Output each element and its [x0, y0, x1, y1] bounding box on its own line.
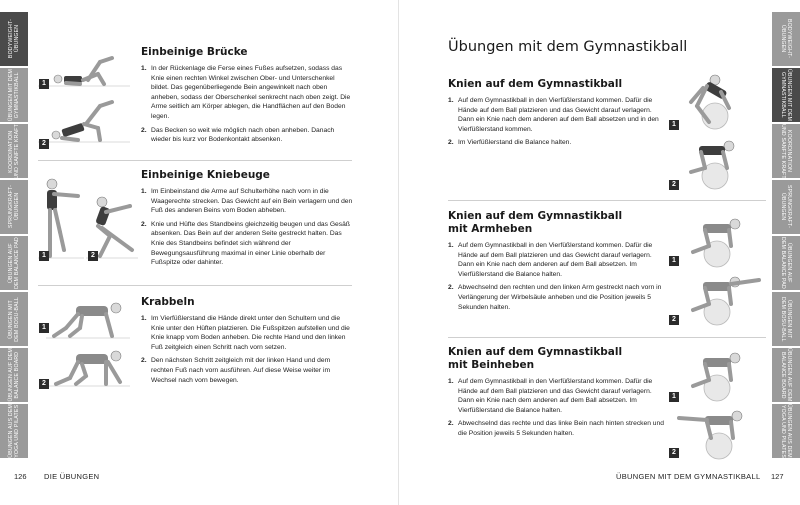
step-number: 2.	[448, 420, 454, 428]
step-item	[448, 96, 668, 134]
running-footer: DIE ÜBUNGEN	[44, 472, 100, 481]
ball-kneel-figure-1	[681, 72, 751, 130]
step-text: Auf dem Gymnastikball in den Vierfüßlerstand kommen. Dafür die Hände auf dem Ball platzieren und das Gewicht darauf verlagern. Dann ein Knie nach dem anderen auf dem Ball absetzen. Im Vierfüßlerstand die Balance halten.	[458, 378, 653, 414]
step-item	[448, 419, 668, 438]
ball-leg-figure-1	[681, 346, 755, 402]
step-text: Im Vierfüßlerstand die Hände direkt unter den Schultern und die Knie unter den Hüften platzieren. Die Fußspitzen aufstellen und die Knie knapp vom Boden anheben. Die rechte Hand und den linken Fuß zeitgleich einen Schritt nach vorn setzen.	[151, 315, 350, 351]
tab-label: ÜBUNGEN MIT DEM BOSU-BALL	[8, 296, 20, 342]
step-number: 1.	[141, 65, 147, 72]
step-number: 1.	[141, 188, 147, 195]
step-list	[448, 241, 668, 312]
step-number: 2.	[448, 139, 454, 147]
exercise-crawling	[141, 296, 353, 389]
tab-label: ÜBUNGEN AUF DEM BALANCE BOARD	[780, 348, 792, 402]
step-text: In der Rückenlage die Ferse eines Fußes aufsetzen, sodass das Knie einen rechten Winkel zwischen Ober- und Unterschenkel bildet. Das gegenüberliegende Bein angewinkelt nach oben anheben, sodass der Oberschenkel senkrecht nach oben zeigt. Die Arme seitlich am Körper ablegen, die Handflächen auf den Boden legen.	[151, 65, 351, 120]
tab-label: KOORDINATION UND SANFTE KRAFT	[780, 124, 792, 178]
page-number: 126	[14, 472, 27, 481]
tab-label: ÜBUNGEN AUS DEM YOGA UND PILATES	[8, 404, 20, 458]
tab-sprungkraft[interactable]	[772, 180, 800, 234]
tab-label: ÜBUNGEN AUF DEM BALANCE BOARD	[8, 348, 20, 402]
page-number: 127	[771, 472, 784, 481]
tab-label: SPRUNGKRAFT- ÜBUNGEN	[780, 185, 792, 229]
tab-balance-pad[interactable]	[772, 236, 800, 290]
running-footer: ÜBUNGEN MIT DEM GYMNASTIKBALL	[616, 472, 761, 481]
tab-label: ÜBUNGEN AUF DEM BALANCE PAD	[780, 237, 792, 289]
figure-badge: 2	[39, 379, 49, 389]
crawl-figure-2	[46, 346, 130, 390]
exercise-title: Einbeinige Kniebeuge	[141, 169, 270, 181]
right-page	[401, 0, 800, 505]
chapter-tabs-left	[0, 12, 28, 460]
figure-badge: 2	[39, 139, 49, 149]
step-text: Auf dem Gymnastikball in den Vierfüßlerstand kommen. Dafür die Hände auf dem Ball platzieren und das Gewicht darauf verlagern. Dann ein Knie nach dem anderen auf dem Ball absetzen und in den Vierfüßlerstand kommen.	[458, 97, 659, 133]
exercise-single-leg-squat	[141, 169, 353, 272]
figure-badge: 1	[669, 256, 679, 266]
ball-leg-figure-2	[675, 404, 765, 460]
tab-label: KOORDINATION UND SANFTE KRAFT	[8, 124, 20, 178]
exercise-single-leg-bridge	[141, 46, 353, 149]
step-number: 1.	[141, 315, 147, 322]
exercise-title: Einbeinige Brücke	[141, 46, 248, 58]
step-text: Knie und Hüfte des Standbeins gleichzeitig beugen und das Gesäß absenken. Das Bein auf der anderen Seite gestreckt halten. Das Knie des Standbeins befindet sich während der Bewegungsausführung maximal in einer Linie oberhalb der Fußspitze oder dahinter.	[151, 220, 350, 267]
exercise-title: Knien auf dem Gymnastikball mit Armheben	[448, 210, 623, 235]
tab-yoga-pilates[interactable]	[0, 404, 28, 458]
step-list	[141, 64, 353, 145]
exercise-kneeling-on-ball	[448, 78, 668, 152]
tab-gymnastikball[interactable]	[772, 68, 800, 122]
figure-badge: 1	[669, 392, 679, 402]
tab-bosu-ball[interactable]	[0, 292, 28, 346]
figure-badge: 2	[88, 251, 98, 261]
tab-label: ÜBUNGEN AUF DEM BALANCE PAD	[8, 237, 20, 289]
tab-balance-board[interactable]	[772, 348, 800, 402]
exercise-kneeling-arm-raise	[448, 210, 668, 316]
step-item	[448, 377, 668, 415]
bridge-figure-1	[38, 52, 130, 90]
bridge-figure-2	[38, 98, 130, 146]
tab-label: BODYWEIGHT- ÜBUNGEN	[780, 19, 792, 59]
tab-bosu-ball[interactable]	[772, 292, 800, 346]
squat-figure-1	[38, 176, 84, 262]
figure-badge: 1	[669, 120, 679, 130]
tab-gymnastikball[interactable]	[0, 68, 28, 122]
step-number: 2.	[141, 126, 147, 134]
tab-balance-pad[interactable]	[0, 236, 28, 290]
tab-label: ÜBUNGEN MIT DEM GYMNASTIKBALL	[8, 68, 20, 122]
left-page	[0, 0, 399, 505]
figure-badge: 1	[39, 251, 49, 261]
chapter-title: Übungen mit dem Gymnastikball	[448, 39, 688, 55]
step-item	[141, 64, 353, 122]
tab-label: ÜBUNGEN MIT DEM GYMNASTIKBALL	[780, 68, 792, 122]
step-item	[141, 356, 353, 385]
step-number: 1.	[448, 242, 454, 249]
figure-badge: 2	[669, 315, 679, 325]
tab-sprungkraft[interactable]	[0, 180, 28, 234]
ball-arm-figure-1	[681, 212, 755, 268]
tab-koordination[interactable]	[0, 124, 28, 178]
figure-badge: 1	[39, 79, 49, 89]
chapter-tabs-right	[772, 12, 800, 460]
step-number: 2.	[448, 284, 454, 292]
step-text: Im Vierfüßlerstand die Balance halten.	[458, 139, 572, 147]
step-text: Im Einbeinstand die Arme auf Schulterhöhe nach vorn in die Waagerechte strecken. Das Gewicht auf ein Bein verlagern und den Fuß des anderen Beins vom Boden abheben.	[151, 188, 353, 215]
exercise-title: Knien auf dem Gymnastikball	[448, 78, 623, 90]
tab-koordination[interactable]	[772, 124, 800, 178]
exercise-title: Knien auf dem Gymnastikball mit Beinheben	[448, 346, 623, 371]
step-number: 1.	[448, 97, 454, 104]
exercise-title: Krabbeln	[141, 296, 195, 308]
step-item	[448, 241, 668, 279]
step-list	[448, 377, 668, 439]
step-item	[448, 283, 668, 312]
tab-bodyweight[interactable]	[0, 12, 28, 66]
tab-label: ÜBUNGEN AUS DEM YOGA UND PILATES	[780, 404, 792, 458]
step-number: 2.	[141, 220, 147, 228]
section-divider	[38, 285, 352, 286]
step-text: Abwechselnd den rechten und den linken Arm gestreckt nach vorn in Verlängerung der Wirbelsäule anheben und die Position jeweils 5 Sekunden halten.	[458, 284, 662, 311]
tab-label: SPRUNGKRAFT- ÜBUNGEN	[8, 185, 20, 229]
step-item	[141, 187, 353, 216]
tab-bodyweight[interactable]	[772, 12, 800, 66]
tab-label: ÜBUNGEN MIT DEM BOSU-BALL	[780, 296, 792, 342]
exercise-kneeling-leg-raise	[448, 346, 668, 443]
step-number: 2.	[141, 357, 147, 365]
step-list	[448, 96, 668, 148]
section-divider	[38, 160, 352, 161]
step-item	[141, 314, 353, 352]
section-divider	[448, 200, 766, 201]
figure-badge: 2	[669, 448, 679, 458]
crawl-figure-1	[46, 298, 130, 342]
step-text: Das Becken so weit wie möglich nach oben anheben. Danach wieder bis kurz vor Bodenkontakt absenken.	[151, 126, 335, 144]
step-list	[141, 314, 353, 385]
ball-arm-figure-2	[681, 270, 765, 326]
ball-kneel-figure-2	[681, 132, 751, 190]
step-text: Abwechselnd das rechte und das linke Bein nach hinten strecken und die Position jeweils 5 Sekunden halten.	[458, 420, 664, 437]
step-number: 1.	[448, 378, 454, 385]
tab-yoga-pilates[interactable]	[772, 404, 800, 458]
step-item	[141, 220, 353, 268]
step-item	[141, 126, 353, 145]
step-item	[448, 138, 668, 148]
section-divider	[448, 337, 766, 338]
figure-badge: 2	[669, 180, 679, 190]
tab-label: BODYWEIGHT- ÜBUNGEN	[8, 19, 20, 59]
step-list	[141, 187, 353, 268]
step-text: Auf dem Gymnastikball in den Vierfüßlerstand kommen. Dafür die Hände auf dem Ball platzieren und das Gewicht darauf verlagern. Dann ein Knie nach dem anderen auf dem Ball absetzen. Im Vierfüßlerstand die Balance halten.	[458, 242, 653, 278]
step-text: Den nächsten Schritt zeitgleich mit der linken Hand und dem rechten Fuß nach vorn ausführen. Auf diese Weise weiter im Wechsel nach vorn bewegen.	[151, 357, 331, 384]
figure-badge: 1	[39, 323, 49, 333]
tab-balance-board[interactable]	[0, 348, 28, 402]
